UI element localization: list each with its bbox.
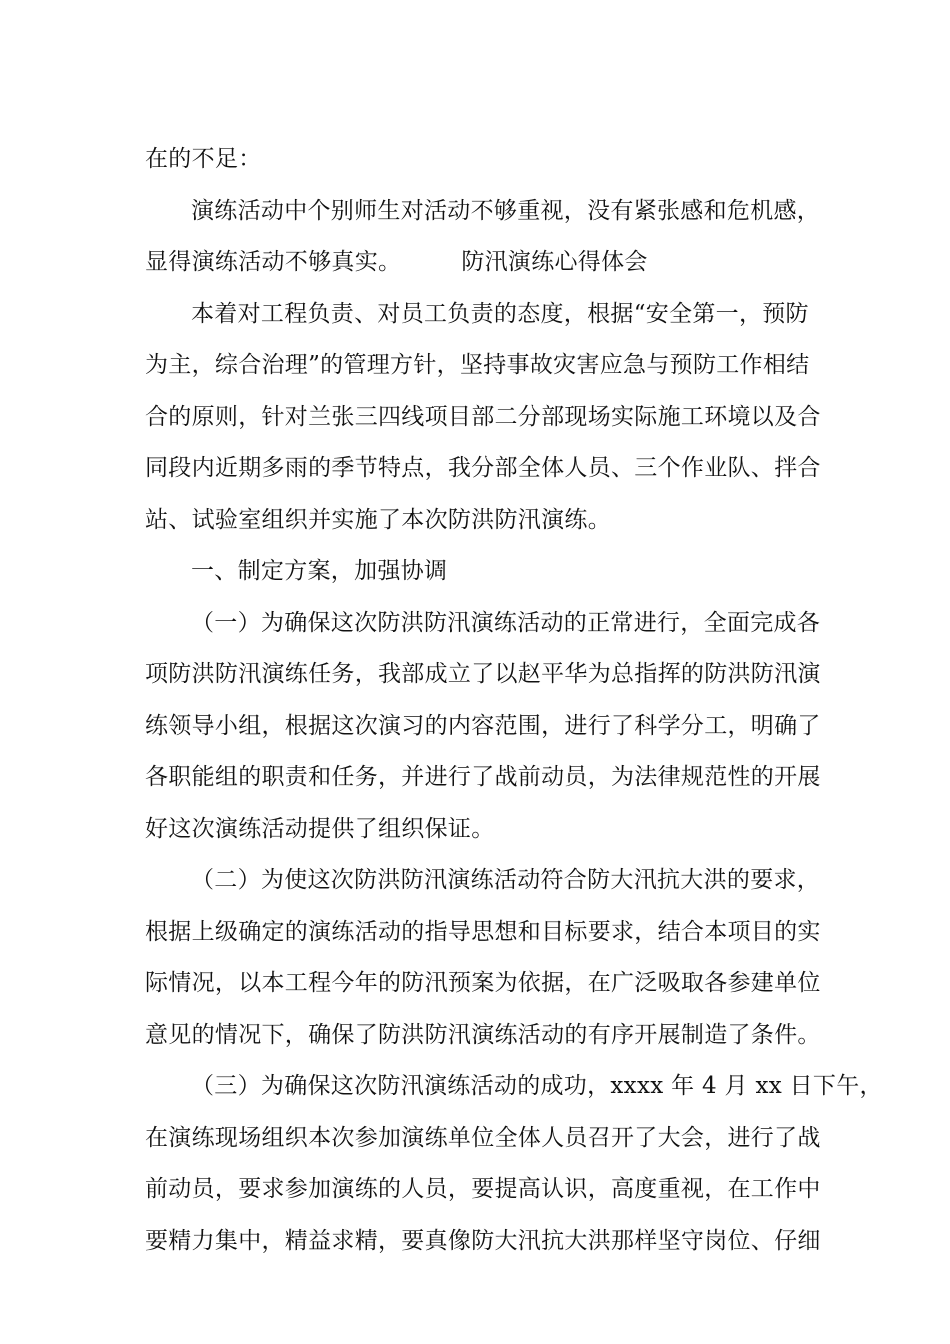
text-line: 好这次演练活动提供了组织保证。 — [145, 815, 495, 842]
text-line: 为主，综合治理”的管理方针，坚持事故灾害应急与预防工作相结 — [145, 352, 810, 378]
text-line: 项防洪防汛演练任务，我部成立了以赵平华为总指挥的防洪防汛演 — [145, 661, 821, 687]
text-line — [145, 237, 810, 289]
text-line: （一）为确保这次防洪防汛演练活动的正常进行，全面完成各 — [191, 609, 821, 636]
text-line: 练领导小组，根据这次演习的内容范围，进行了科学分工，明确了 — [145, 712, 821, 739]
text-line: 演练活动中个别师生对活动不够重视，没有紧张感和危机感， — [191, 197, 821, 224]
section-title: 防汛演练心得体会 — [461, 249, 648, 275]
text-line: 站、试验室组织并实施了本次防洪防汛演练。 — [145, 506, 611, 533]
text-line: （三）为确保这次防汛演练活动的成功，xxxx 年 4 月 xx 日下午， — [191, 1073, 883, 1099]
document-body — [145, 134, 883, 1267]
text-line: （二）为使这次防洪防汛演练活动符合防大汛抗大洪的要求， — [191, 867, 821, 893]
text-line: 各职能组的职责和任务，并进行了战前动员，为法律规范性的开展 — [145, 764, 821, 790]
text-line: 根据上级确定的演练活动的指导思想和目标要求，结合本项目的实 — [145, 918, 821, 945]
text-line: 要精力集中，精益求精，要真像防大汛抗大洪那样坚守岗位、仔细 — [145, 1227, 821, 1254]
section-heading: 一、制定方案，加强协调 — [191, 558, 448, 584]
text-line: 前动员，要求参加演练的人员，要提高认识，高度重视，在工作中 — [145, 1176, 821, 1202]
text-line: 合的原则，针对兰张三四线项目部二分部现场实际施工环境以及合 — [145, 403, 821, 430]
text-line: 同段内近期多雨的季节特点，我分部全体人员、三个作业队、拌合 — [145, 455, 821, 481]
text-line: 在演练现场组织本次参加演练单位全体人员召开了大会，进行了战 — [145, 1124, 821, 1151]
text-line: 意见的情况下，确保了防洪防汛演练活动的有序开展制造了条件。 — [145, 1021, 821, 1048]
text-segment: 显得演练活动不够真实。 — [145, 249, 402, 275]
text-line: 本着对工程负责、对员工负责的态度，根据“安全第一，预防 — [191, 300, 809, 327]
text-line: 在的不足： — [145, 146, 262, 172]
text-line: 际情况，以本工程今年的防汛预案为依据，在广泛吸取各参建单位 — [145, 970, 821, 996]
